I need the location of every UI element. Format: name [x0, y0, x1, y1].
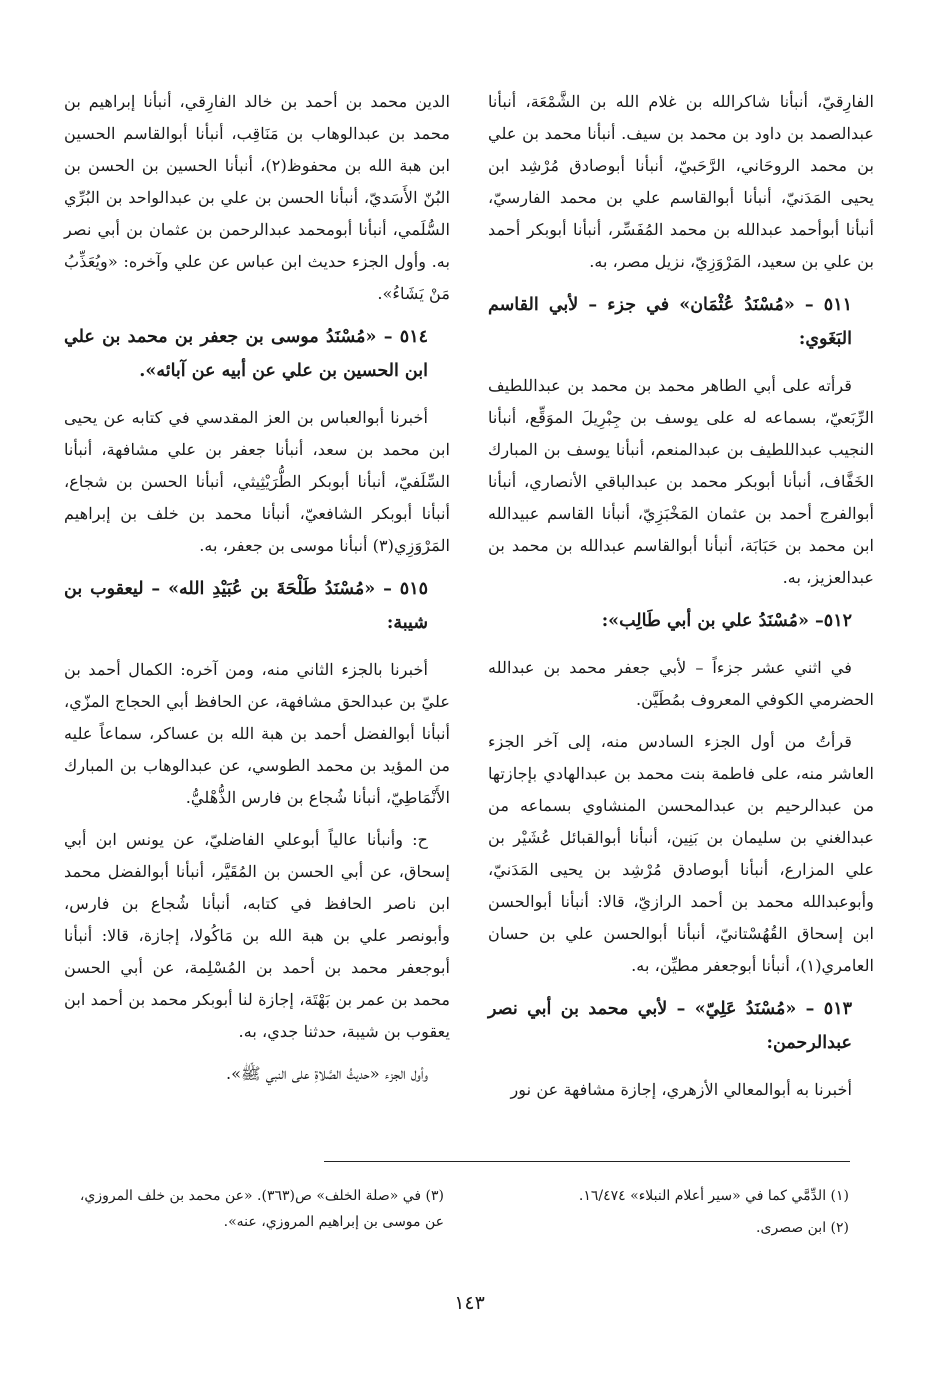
entry-heading: ٥١٣ – «مُسْنَدُ عَلِيّ» – لأبي محمد بن أبي نصر عبدالرحمن: [488, 999, 852, 1053]
paragraph: أخبرنا به أبوالمعالي الأزهري، إجازة مشافهة عن نور [510, 1080, 852, 1099]
entry-heading: ٥١٤ – «مُسْنَدُ موسى بن جعفر بن محمد بن علي ابن الحسين بن علي عن أبيه عن آبائه». [64, 327, 428, 381]
entry-heading: ٥١١ – «مُسْنَدُ عُثْمَان» في جزء – لأبي القاسم البَغَوي: [488, 295, 852, 349]
footnotes-right [465, 1183, 849, 1247]
left-text-column [64, 86, 450, 1100]
paragraph: في اثني عشر جزءاً – لأبي جعفر محمد بن عبدالله الحضرمي الكوفي المعروف بمُطَيَّن. [488, 658, 874, 709]
footnotes-left [64, 1183, 444, 1241]
footnote: (١) الدِّمَّي كما في «سير أعلام النبلاء» ١٦/٤٧٤. [578, 1188, 849, 1204]
paragraph: الدين محمد بن أحمد بن خالد الفارِقي، أنبأنا إبراهيم بن محمد بن عبدالوهاب بن مَنَاقِب، أنبأنا أبوالقاسم الحسين ابن هبة الله بن محفوظ(٢)، أنبأنا الحسين بن الحسن بن البُنّ الأَسَديّ، أنبأنا الحسن بن علي بن عبدالواحد بن البُرِّي السُّلَمي، أنبأنا أبومحمد عبدالرحمن بن عثمان بن أبي نصر به. وأول الجزء حديث ابن عباس عن علي وآخره: «ويُعَذِّبُ مَنْ يَشَاءُ». [64, 92, 450, 303]
paragraph: قرأتُ من أول الجزء السادس منه، إلى آخر الجزء العاشر منه، على فاطمة بنت محمد بن عبدالهادي بإجازتها من عبدالرحيم بن عبدالمحسن المنشاوي بسماعه من عبدالغني بن سليمان بن بَنِين، أنبأنا أبوالقبائل عُشَيْر بن علي المزارع، أنبأنا أبوصادق مُرْشِد بن يحيى المَدَنيّ، وأبوعبدالله محمد بن أحمد الرازيّ، قالا: أنبأنا أبوالحسن ابن إسحاق القُهُسْتانيّ، أنبأنا أبوالحسن علي بن حسان العامري(١)، أنبأنا أبوجعفر مطيِّن، به. [488, 732, 874, 975]
paragraph: أخبرنا أبوالعباس بن العز المقدسي في كتابه عن يحيى ابن محمد بن سعد، أنبأنا جعفر بن علي مشافهة، أنبأنا السِّلَفيّ، أنبأنا أبوبكر الطُّرَيْثِيثي، أنبأنا الحسن بن شجاع، أنبأنا أبوبكر الشافعيّ، أنبأنا محمد بن خلف بن إبراهيم المَرْوَزِي(٣) أنبأنا موسى بن جعفر، به. [64, 408, 450, 555]
page-number: ١٤٣ [454, 1292, 485, 1314]
right-text-column [488, 86, 874, 1116]
paragraph: وأول الجزء «حديثُ الصَّلاةِ على النبي ﷺ». [225, 1064, 428, 1083]
footnote: (٢) ابن صصرى. [756, 1220, 849, 1236]
footnote-separator [324, 1161, 850, 1162]
paragraph: قرأته على أبي الطاهر محمد بن محمد بن عبداللطيف الرِّبَعيّ، بسماعه له على يوسف بن جِبْرِيلَ الموَقِّع، أنبأنا النجيب عبداللطيف بن عبدالمنعم، أنبأنا يوسف بن المبارك الخَفَّاف، أنبأنا أبوبكر محمد بن عبدالباقي الأنصاري، أنبأنا أبوالفرج أحمد بن عثمان المَخْبَزِيّ، أنبأنا القاسم عبيدالله ابن محمد بن حَبَابَة، أنبأنا أبوالقاسم عبدالله بن محمد بن عبدالعزيز، به. [488, 376, 874, 587]
paragraph: الفارِقيّ، أنبأنا شاكرالله بن غلام الله بن الشَّمْعَة، أنبأنا عبدالصمد بن داود بن محمد بن سيف. أنبأنا محمد بن علي بن محمد الروحَاني، الرَّحَبيّ، أنبأنا أبوصادق مُرْشِد ابن يحيى المَدَنيّ، أنبأنا أبوالقاسم علي بن محمد الفارسيّ، أنبأنا أبوأحمد عبدالله بن محمد المُفَسِّر، أنبأنا أبوبكر أحمد بن علي بن سعيد، المَرْوَزِيّ، نزيل مصر، به. [488, 92, 874, 271]
entry-heading: ٥١٥ – «مُسْنَدُ طَلْحَةَ بن عُبَيْدِ الله» – ليعقوب بن شيبة: [64, 579, 428, 633]
paragraph: ح: وأنبأنا عالياً أبوعلي الفاضليّ، عن يونس ابن أبي إسحاق، عن أبي الحسن بن المُقَيَّر، أنبأنا أبوالفضل محمد ابن ناصر الحافظ في كتابه، أنبأنا شُجاع بن فارس، وأبونصر علي بن هبة الله بن مَاكُولا، إجازة، قالا: أنبأنا أبوجعفر محمد بن أحمد بن المُسْلِمة، عن أبي الحسن محمد بن عمر بن بَهْتَة، إجازة لنا أبوبكر محمد بن أحمد ابن يعقوب بن شيبة، حدثنا جدي، به. [64, 830, 450, 1041]
footnote: (٣) في «صلة الخلف» ص(٣٦٣). «عن محمد بن خلف المروزي، عن موسى بن إبراهيم المروزي، عنه». [79, 1188, 444, 1230]
entry-heading: ٥١٢– «مُسْنَدُ علي بن أبي طَالِب»: [601, 611, 852, 631]
paragraph: أخبرنا بالجزء الثاني منه، ومن آخره: الكمال أحمد بن عليّ بن عبدالحق مشافهة، عن الحافظ أبي الحجاج المزّي، أنبأنا أبوالفضل أحمد بن هبة الله بن عساكر، سماعاً عليه من المؤيد بن محمد الطوسي، عن عبدالوهاب بن المبارك الأَنْمَاطِيّ، أنبأنا شُجاع بن فارس الذُّهْليُّ. [64, 660, 450, 807]
